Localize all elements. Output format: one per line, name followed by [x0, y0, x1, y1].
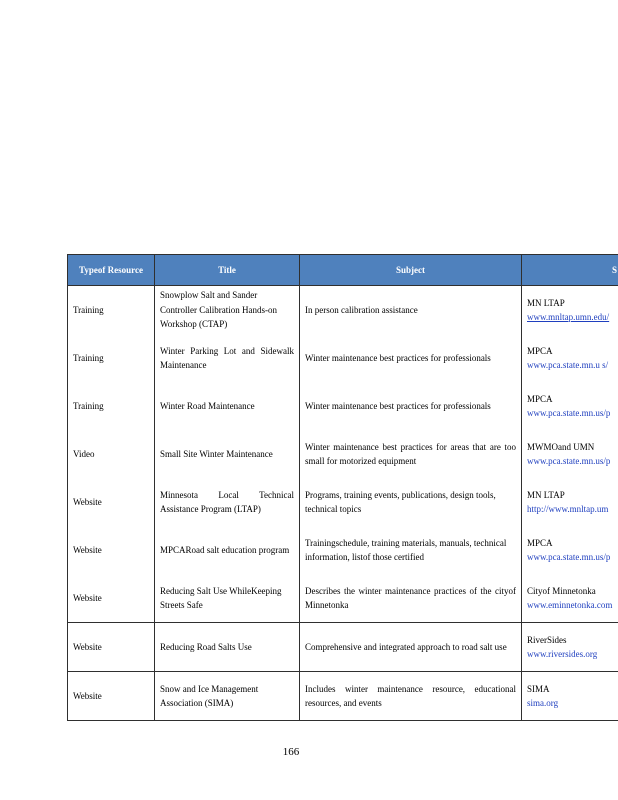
cell-type: Website	[68, 574, 155, 623]
source-name: MPCA	[527, 345, 553, 356]
cell-source	[522, 574, 618, 623]
source-name: SIMA	[527, 683, 550, 694]
table-header-row	[68, 255, 618, 286]
source-link[interactable]: sima.org	[527, 698, 559, 708]
source-link[interactable]: www.mnltap.umn.edu/	[527, 312, 610, 322]
source-link[interactable]: www.riversides.org	[527, 649, 598, 659]
source-name: RiverSides	[527, 634, 567, 645]
header-subject: Subject	[300, 255, 522, 286]
table-row	[68, 574, 618, 623]
header-type: Typeof Resource	[68, 255, 155, 286]
resource-table	[67, 254, 618, 721]
source-name: MPCA	[527, 393, 553, 404]
table-row	[68, 526, 618, 574]
cell-subject: Winter maintenance best practices for professionals	[300, 382, 522, 430]
cell-title: Small Site Winter Maintenance	[155, 430, 300, 478]
table-row	[68, 286, 618, 335]
source-name: MN LTAP	[527, 489, 565, 500]
cell-type: Website	[68, 526, 155, 574]
cell-source	[522, 430, 618, 478]
cell-title: Snow and Ice Management Association (SIMA)	[155, 672, 300, 721]
cell-subject: Trainingschedule, training materials, manuals, technical information, listof those certified	[300, 526, 522, 574]
cell-title: Winter Parking Lot and Sidewalk Maintenance	[155, 334, 300, 382]
table-row	[68, 334, 618, 382]
cell-title: Reducing Road Salts Use	[155, 623, 300, 672]
cell-title: Reducing Salt Use WhileKeeping Streets Safe	[155, 574, 300, 623]
source-link[interactable]: www.eminnetonka.com	[527, 600, 613, 610]
cell-type: Training	[68, 334, 155, 382]
cell-subject: Winter maintenance best practices for areas that are too small for motorized equipment	[300, 430, 522, 478]
cell-type: Website	[68, 672, 155, 721]
cell-source	[522, 334, 618, 382]
header-source: S	[522, 255, 618, 286]
header-title: Title	[155, 255, 300, 286]
cell-type: Training	[68, 286, 155, 335]
table-row	[68, 430, 618, 478]
cell-title: Snowplow Salt and Sander Controller Calibration Hands-on Workshop (CTAP)	[155, 286, 300, 335]
source-link[interactable]: www.pca.state.mn.u s/	[527, 360, 609, 370]
cell-source	[522, 286, 618, 335]
cell-source	[522, 672, 618, 721]
cell-title: Winter Road Maintenance	[155, 382, 300, 430]
cell-type: Website	[68, 478, 155, 526]
cell-subject: Winter maintenance best practices for professionals	[300, 334, 522, 382]
source-link[interactable]: www.pca.state.mn.us/p	[527, 408, 611, 418]
cell-type: Website	[68, 623, 155, 672]
resource-table-container	[67, 254, 618, 721]
cell-type: Video	[68, 430, 155, 478]
source-name: MWMOand UMN	[527, 441, 595, 452]
page-number: 166	[282, 746, 300, 758]
source-link[interactable]: http://www.mnltap.um	[527, 504, 609, 514]
cell-title: MPCARoad salt education program	[155, 526, 300, 574]
cell-subject: In person calibration assistance	[300, 286, 522, 335]
source-link[interactable]: www.pca.state.mn.us/p	[527, 456, 611, 466]
cell-source	[522, 382, 618, 430]
cell-type: Training	[68, 382, 155, 430]
source-link[interactable]: www.pca.state.mn.us/p	[527, 552, 611, 562]
cell-title: Minnesota Local Technical Assistance Program (LTAP)	[155, 478, 300, 526]
table-row	[68, 478, 618, 526]
cell-subject: Describes the winter maintenance practices of the cityof Minnetonka	[300, 574, 522, 623]
cell-source	[522, 623, 618, 672]
cell-source	[522, 478, 618, 526]
cell-subject: Comprehensive and integrated approach to road salt use	[300, 623, 522, 672]
source-name: MPCA	[527, 537, 553, 548]
cell-subject: Includes winter maintenance resource, educational resources, and events	[300, 672, 522, 721]
table-row	[68, 623, 618, 672]
source-name: Cityof Minnetonka	[527, 585, 596, 596]
cell-source	[522, 526, 618, 574]
source-name: MN LTAP	[527, 297, 565, 308]
cell-subject: Programs, training events, publications, design tools, technical topics	[300, 478, 522, 526]
table-row	[68, 382, 618, 430]
table-row	[68, 672, 618, 721]
